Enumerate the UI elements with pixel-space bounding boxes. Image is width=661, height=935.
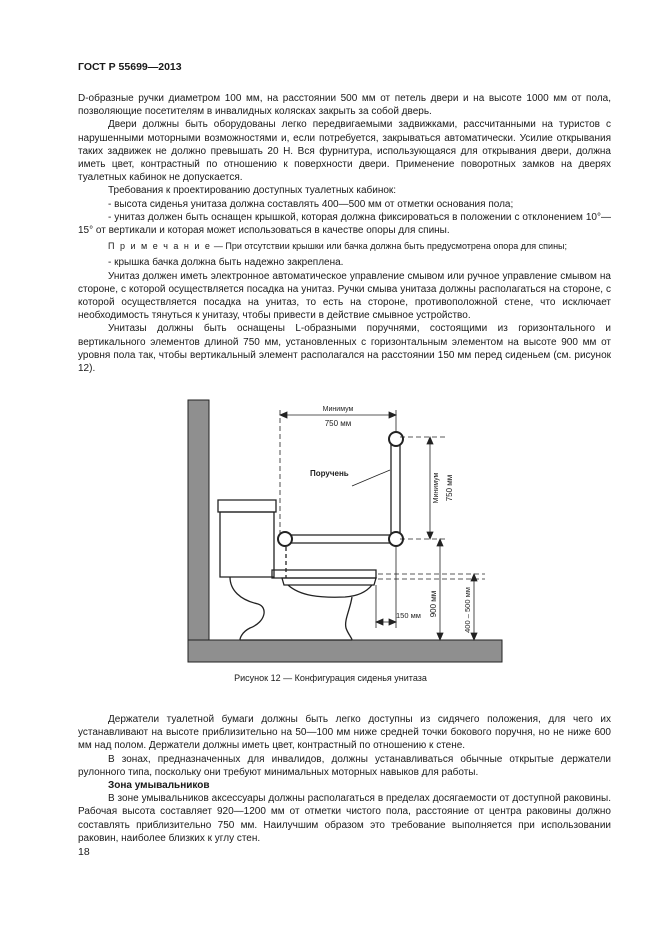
paragraph: Держатели туалетной бумаги должны быть легко доступны из сидячего положения, для чего их устанавливают на высоте приблизительно на 50—100 мм ниже средней точки бокового поручня, но не ниже 600 мм над полом. Держатели должны иметь цвет, контрастный по отношению к стене.: [78, 714, 611, 752]
label-400-500: 400 – 500 мм: [463, 587, 472, 633]
paragraph: Требования к проектированию доступных туалетных кабинок:: [108, 185, 397, 197]
note-label: П р и м е ч а н и е: [108, 241, 212, 252]
paragraph: Унитазы должны быть оснащены L-образными поручнями, состоящими из горизонтального и вертикального элементов длиной 750 мм, установленных с горизонтальным элементом на высоте 900 мм от уровня пола так, чтобы вертикальный элемент располагался на расстоянии 150 мм перед сиденьем (см. рисунок 12).: [78, 323, 611, 375]
paragraph: Двери должны быть оборудованы легко передвигаемыми задвижками, рассчитанными на туристов с нарушенными моторными возможностями и, если потребуется, закрываться автоматически. Усилие открывания таких задвижек не должно превышать 20 Н. Вся фурнитура, использующаяся для открывания двери, должна иметь цвет, контрастный по отношению к поверхности двери. Применение поворотных замков на дверях туалетных кабинок не допускается.: [78, 119, 611, 184]
dimension-lines: [280, 410, 485, 640]
label-minimum-horizontal: Минимум: [322, 406, 354, 413]
page-number: 18: [78, 846, 90, 858]
label-750-horizontal: 750 мм: [324, 419, 352, 428]
list-item: - высота сиденья унитаза должна составлять 400—500 мм от отметки основания пола;: [108, 198, 514, 210]
figure-caption: Рисунок 12 — Конфигурация сиденья унитаза: [234, 673, 427, 683]
paragraph: В зоне умывальников аксессуары должны располагаться в пределах досягаемости от доступной раковины. Рабочая высота составляет 920—1200 мм от отметки чистого пола, расстояние от центра раковины должно составлять приблизительно 750 мм. Наилучшим образом это требование выполняется при использовании раковин, наиболее близких к углу стен.: [78, 793, 611, 844]
list-item: - унитаз должен быть оснащен крышкой, которая должна фиксироваться в положении с отклонением 10°—15° от вертикали и которая может использоваться в качестве опоры для спины.: [78, 211, 611, 237]
label-rail: Поручень: [310, 469, 349, 478]
list-item: - крышка бачка должна быть надежно закреплена.: [108, 257, 344, 269]
body-text-bottom: [78, 713, 611, 845]
label-150: 150 мм: [396, 611, 421, 620]
paragraph: В зонах, предназначенных для инвалидов, должны устанавливаться обычные открытые держатели рулонного типа, поскольку они требуют минимальных моторных навыков для работы.: [78, 753, 611, 778]
wall: [188, 400, 209, 662]
paragraph: D-образные ручки диаметром 100 мм, на расстоянии 500 мм от петель двери и на высоте 1000 мм от пола, позволяющие посетителям в инвалидных колясках закрыть за собой дверь.: [78, 93, 611, 118]
label-900: 900 мм: [429, 590, 438, 618]
paragraph: Унитаз должен иметь электронное автоматическое управление смывом или ручное управление смывом на стороне, с которой осуществляется посадка на унитаз. Ручки смыва унитаза должны располагаться на стороне, с которой осуществляется посадка на унитаз, то есть на стороне, противоположной стене, что исключает необходимость тянуться к унитазу, чтобы привести в действие смывное устройство.: [78, 270, 611, 322]
grab-rail: [278, 432, 403, 546]
section-heading: Зона умывальников: [108, 780, 210, 792]
document-header: ГОСТ Р 55699—2013: [78, 61, 182, 73]
floor: [188, 640, 502, 662]
label-minimum-vertical: Минимум: [433, 472, 440, 504]
toilet: [218, 500, 376, 640]
label-750-vertical: 750 мм: [445, 474, 454, 502]
note-text: — При отсутствии крышки или бачка должна быть предусмотрена опора для спины;: [213, 241, 568, 252]
